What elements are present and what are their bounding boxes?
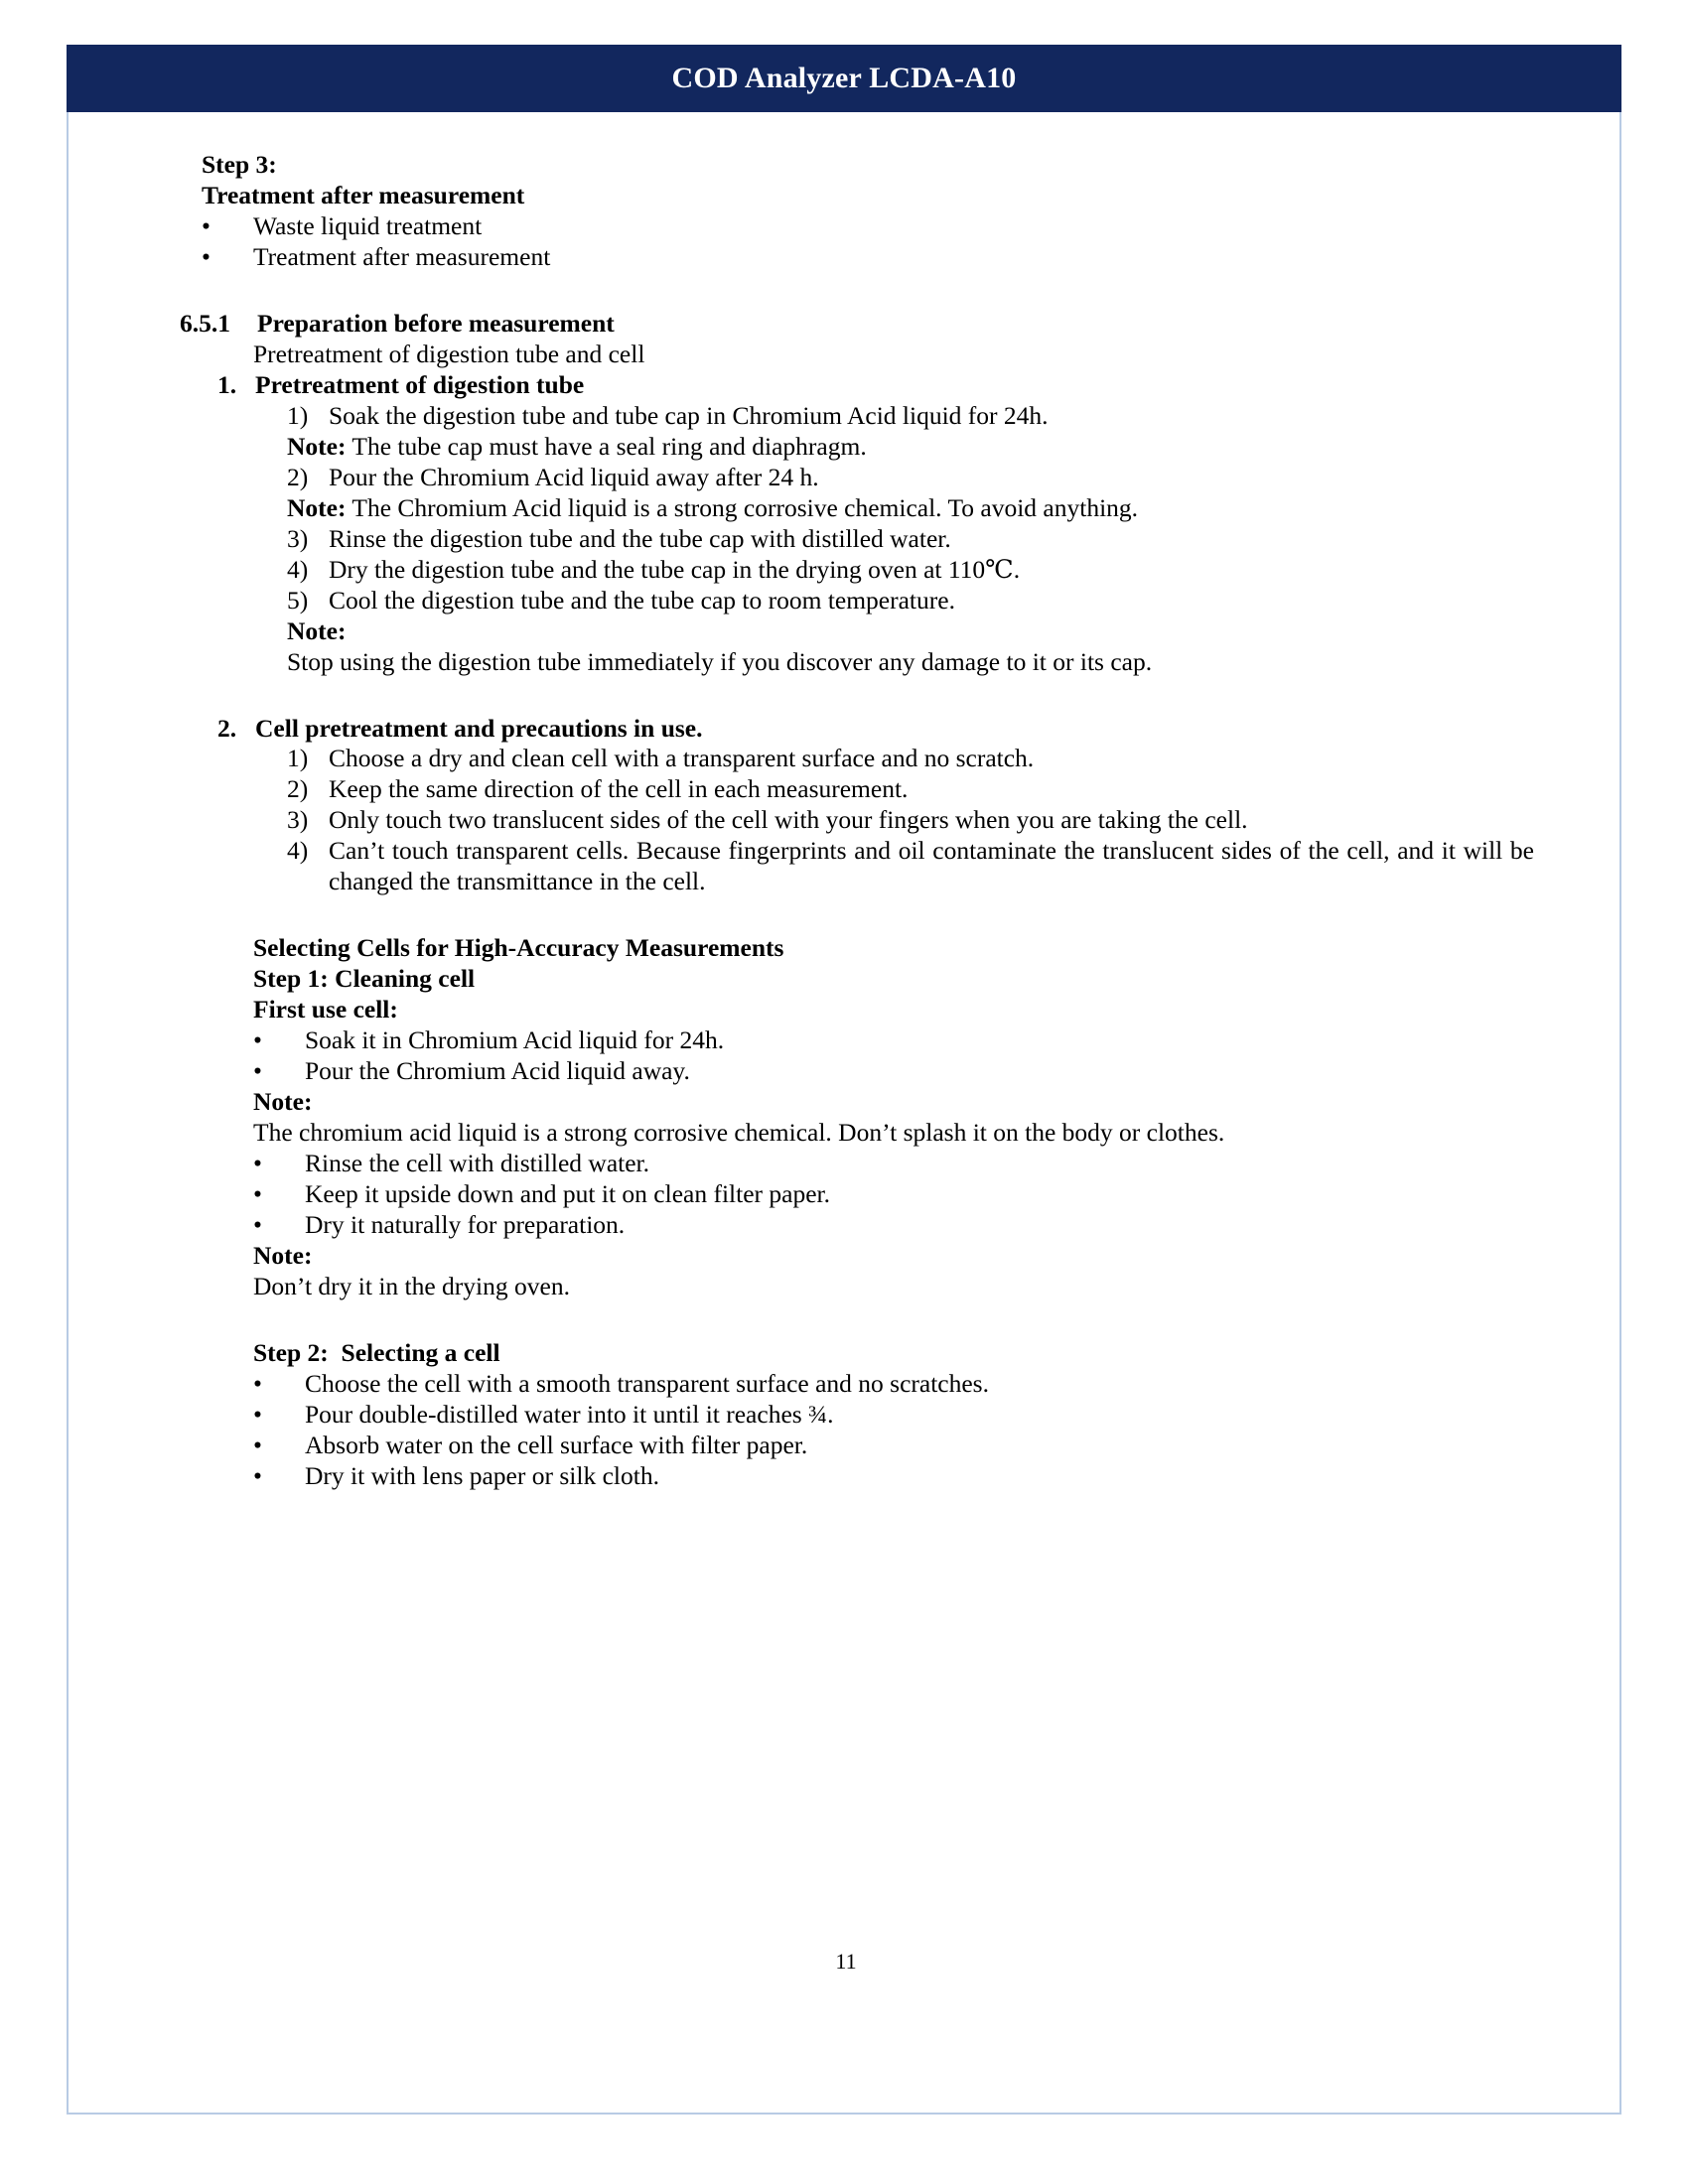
first-use-label: First use cell: [253, 995, 398, 1024]
list-item [253, 1056, 1534, 1087]
step-marker: 2) [287, 774, 309, 804]
step2-bullet-text: Pour double-distilled water into it until it reaches ¾. [305, 1399, 834, 1429]
item2-marker: 2. [217, 713, 237, 743]
step-marker: 4) [287, 836, 309, 866]
step-text: Choose a dry and clean cell with a transparent surface and no scratch. [329, 744, 1035, 773]
item2-title: Cell pretreatment and precautions in use. [255, 713, 703, 743]
cleaning-bullet-text: Keep it upside down and put it on clean filter paper. [305, 1179, 830, 1209]
step-text: Can’t touch transparent cells. Because fingerprints and oil contaminate the translucent sides of the cell, and it will be changed the transmittance in the cell. [329, 836, 1534, 896]
list-item [253, 1149, 1534, 1179]
list-item [287, 586, 1534, 616]
list-item [253, 1461, 1534, 1492]
list-item [287, 836, 1534, 897]
note-label: Note: [253, 1087, 313, 1117]
step3-bullet-text: Waste liquid treatment [253, 210, 483, 240]
list-item [253, 1369, 1534, 1400]
bullet-icon: • [253, 1056, 262, 1086]
note-label: Note: [287, 615, 347, 645]
spacer [158, 1302, 1534, 1338]
step-marker: 4) [287, 554, 309, 584]
bullet-icon: • [253, 1460, 262, 1490]
page-title: COD Analyzer LCDA-A10 [671, 62, 1017, 94]
step-marker: 1) [287, 744, 309, 773]
list-item [287, 744, 1534, 774]
spacer [158, 678, 1534, 714]
note-text: The Chromium Acid liquid is a strong corrosive chemical. To avoid anything. [346, 492, 1139, 522]
step3-heading: Treatment after measurement [202, 180, 525, 209]
list-item [287, 555, 1534, 586]
step-text: Only touch two translucent sides of the cell with your fingers when you are taking the cell. [329, 805, 1248, 835]
list-item [253, 1025, 1534, 1056]
selecting-cells-heading: Selecting Cells for High-Accuracy Measurements [253, 933, 784, 963]
section-title: Preparation before measurement [257, 308, 615, 338]
step3-bullet-text: Treatment after measurement [253, 241, 551, 271]
list-item [253, 1210, 1534, 1241]
step-text: Rinse the digestion tube and the tube cap with distilled water. [329, 523, 951, 553]
step3-label: Step 3: [202, 150, 277, 179]
list-item [202, 211, 1534, 242]
section-heading [180, 309, 1534, 340]
item1-title: Pretreatment of digestion tube [255, 369, 585, 399]
bullet-icon: • [253, 1368, 262, 1398]
bullet-icon: • [253, 1149, 262, 1178]
section-subtitle: Pretreatment of digestion tube and cell [253, 339, 645, 368]
spacer [158, 897, 1534, 933]
step-text: Keep the same direction of the cell in each measurement. [329, 774, 909, 804]
step2-heading: Step 2: Selecting a cell [253, 1337, 500, 1367]
page-content [69, 112, 1623, 2115]
page-number: 11 [835, 1949, 857, 1974]
list-item [287, 805, 1534, 836]
step-marker: 2) [287, 462, 309, 491]
note-line [287, 432, 1534, 463]
note-line [287, 493, 1534, 524]
spacer [158, 273, 1534, 309]
note-text: The chromium acid liquid is a strong corrosive chemical. Don’t splash it on the body or clothes. [253, 1118, 1225, 1148]
step-marker: 5) [287, 585, 309, 614]
step-marker: 3) [287, 805, 309, 835]
numbered-item-heading [217, 714, 1534, 745]
bullet-icon: • [253, 1025, 262, 1055]
cleaning-bullet-text: Rinse the cell with distilled water. [305, 1149, 650, 1178]
step-text: Cool the digestion tube and the tube cap to room temperature. [329, 585, 955, 614]
step-marker: 3) [287, 523, 309, 553]
note-label: Note: [287, 431, 347, 461]
step-text: Dry the digestion tube and the tube cap in the drying oven at 110℃. [329, 554, 1021, 584]
step2-bullet-text: Absorb water on the cell surface with filter paper. [305, 1430, 808, 1459]
note-text: Stop using the digestion tube immediately if you discover any damage to it or its cap. [287, 646, 1153, 676]
note-text: The tube cap must have a seal ring and diaphragm. [346, 431, 867, 461]
step-text: Soak the digestion tube and tube cap in Chromium Acid liquid for 24h. [329, 400, 1049, 430]
step2-bullet-text: Choose the cell with a smooth transparent surface and no scratches. [305, 1368, 989, 1398]
list-item [287, 524, 1534, 555]
bullet-icon: • [202, 241, 211, 271]
step-text: Pour the Chromium Acid liquid away after 24 h. [329, 462, 819, 491]
list-item [253, 1431, 1534, 1461]
first-use-bullet-text: Pour the Chromium Acid liquid away. [305, 1056, 690, 1086]
bullet-icon: • [253, 1430, 262, 1459]
bullet-icon: • [253, 1399, 262, 1429]
document-page [67, 45, 1621, 2115]
step-marker: 1) [287, 400, 309, 430]
bullet-icon: • [202, 210, 211, 240]
bullet-icon: • [253, 1179, 262, 1209]
cleaning-bullet-text: Dry it naturally for preparation. [305, 1210, 626, 1240]
list-item [253, 1179, 1534, 1210]
note-label: Note: [287, 492, 347, 522]
list-item [202, 242, 1534, 273]
step2-bullet-text: Dry it with lens paper or silk cloth. [305, 1460, 659, 1490]
page-header-band [67, 45, 1621, 112]
list-item [287, 401, 1534, 432]
step1-heading: Step 1: Cleaning cell [253, 964, 476, 994]
section-number: 6.5.1 [180, 308, 230, 338]
list-item [253, 1400, 1534, 1431]
numbered-item-heading [217, 370, 1534, 401]
list-item [287, 774, 1534, 805]
bullet-icon: • [253, 1210, 262, 1240]
note-label: Note: [253, 1241, 313, 1270]
note-text: Don’t dry it in the drying oven. [253, 1271, 570, 1300]
item1-marker: 1. [217, 369, 237, 399]
first-use-bullet-text: Soak it in Chromium Acid liquid for 24h. [305, 1025, 725, 1055]
list-item [287, 463, 1534, 493]
